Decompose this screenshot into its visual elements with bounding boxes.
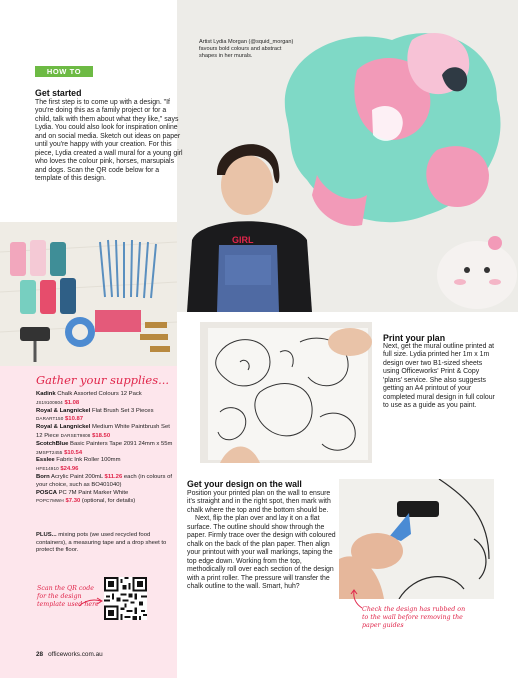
- supply-desc: PC 7M Paint Marker White: [56, 489, 129, 496]
- roller-photo: [339, 479, 494, 599]
- supply-brand: Esslee: [36, 457, 55, 464]
- supply-brand: ScotchBlue: [36, 440, 69, 447]
- page-number: 28: [36, 651, 44, 658]
- supply-price: $10.54: [64, 449, 83, 456]
- supply-item: [36, 474, 176, 490]
- footer: [36, 651, 103, 658]
- qr-code[interactable]: [104, 577, 147, 620]
- svg-text:GIRL: GIRL: [232, 235, 254, 245]
- supply-price: $7.30: [65, 498, 81, 505]
- supplies-list: [36, 391, 176, 506]
- supply-brand: Kadink: [36, 391, 56, 397]
- supply-price: $11.26: [104, 473, 123, 480]
- get-design-body: [187, 490, 337, 591]
- supply-code: 3MSPT2455: [36, 449, 63, 455]
- supply-item: [36, 424, 176, 441]
- supply-desc: Basic Painters Tape 2091 24mm x 55m: [68, 440, 173, 447]
- plus-label: PLUS...: [36, 532, 57, 538]
- supplies-photo: [0, 222, 177, 367]
- supply-code: POPC7MWH: [36, 498, 64, 504]
- supply-brand: Born: [36, 473, 50, 480]
- supply-note: (optional, for details): [80, 498, 136, 505]
- arrow-icon: [78, 596, 104, 608]
- supply-brand: POSCA: [36, 489, 57, 496]
- supply-price: $10.87: [65, 416, 84, 423]
- footer-site: officeworks.com.au: [48, 651, 103, 658]
- supplies-heading: Gather your supplies...: [36, 373, 170, 387]
- supply-item: [36, 408, 176, 425]
- plus-note: [36, 532, 174, 555]
- plan-photo: [200, 322, 372, 463]
- supply-brand: Royal & Langnickel: [36, 407, 91, 414]
- supply-code: HFE14910: [36, 466, 59, 472]
- supply-desc: Acrylic Paint 200mL: [49, 473, 103, 480]
- scan-note: Scan the QR code for the design template used here: [37, 585, 99, 608]
- supply-brand: Royal & Langnickel: [36, 424, 91, 431]
- supply-code: DARART150: [36, 416, 64, 422]
- supply-code: DARSET9808: [60, 432, 91, 438]
- supply-item: [36, 457, 176, 474]
- supply-desc: Chalk Assorted Colours 12 Pack: [55, 391, 142, 397]
- supply-desc: Medium White Paintbrush Set 12 Piece: [36, 424, 170, 439]
- get-started-heading: Get started: [35, 88, 82, 98]
- get-design-heading: Get your design on the wall: [187, 479, 302, 489]
- supply-price: $24.96: [60, 466, 79, 473]
- supply-item: [36, 441, 176, 458]
- get-design-para-2: Next, flip the plan over and lay it on a flat surface. The outline should show through the paper. Firmly trace over the design with coloured chalk on the back of the plan paper. Then align your printout with your wall markings, taping the top edge down. Working from the top, methodically roll over each section of the design with a print roller. The pressure will transfer the chalk outline to the wall. Smart, huh?: [187, 515, 336, 590]
- get-design-para-1: Position your printed plan on the wall to ensure it's straight and in the right spot, then mark with chalk where the top and the bottom should be.: [187, 490, 331, 514]
- supply-price: $18.50: [92, 432, 111, 439]
- supply-item: [36, 391, 176, 408]
- supply-price: $1.08: [64, 399, 80, 406]
- print-plan-heading: Print your plan: [383, 333, 446, 343]
- plus-text: mixing pots (we used recycled food containers), a measuring tape and a drop sheet to protect the floor.: [36, 532, 167, 554]
- get-started-body: The first step is to come up with a design. "If you're doing this as a family project or for a child, talk with them about what they like," says Lydia. You could also look for inspiration online and on social media. Sketch out ideas on paper until you're happy with your creation. For this piece, Lydia created a wall mural for a young girl who loves the colour pink, horses, marsupials and dogs. Scan the QR code below for a template of this design.: [35, 99, 183, 183]
- how-to-badge: HOW TO: [35, 66, 93, 77]
- check-note: Check the design has rubbed on to the wall before removing the paper guides: [362, 606, 466, 629]
- supply-item: [36, 490, 176, 507]
- supply-desc: Fabric Ink Roller 100mm: [54, 457, 121, 464]
- hero-caption: Artist Lydia Morgan (@squid_morgan) favours bold colours and abstract shapes in her murals.: [199, 39, 294, 60]
- supply-desc: Flat Brush Set 3 Pieces: [90, 407, 154, 414]
- supply-code: JS19100804: [36, 399, 63, 405]
- print-plan-body: Next, get the mural outline printed at full size. Lydia printed her 1m x 1m design over two B1-sized sheets using Officeworks' Print & Copy 'plans' service. She also suggests getting an A4 printout of your completed mural design in full colour to use as a guide as you paint.: [383, 343, 495, 410]
- supply-note: each (in colours of your choice, such as BO401040): [36, 473, 173, 488]
